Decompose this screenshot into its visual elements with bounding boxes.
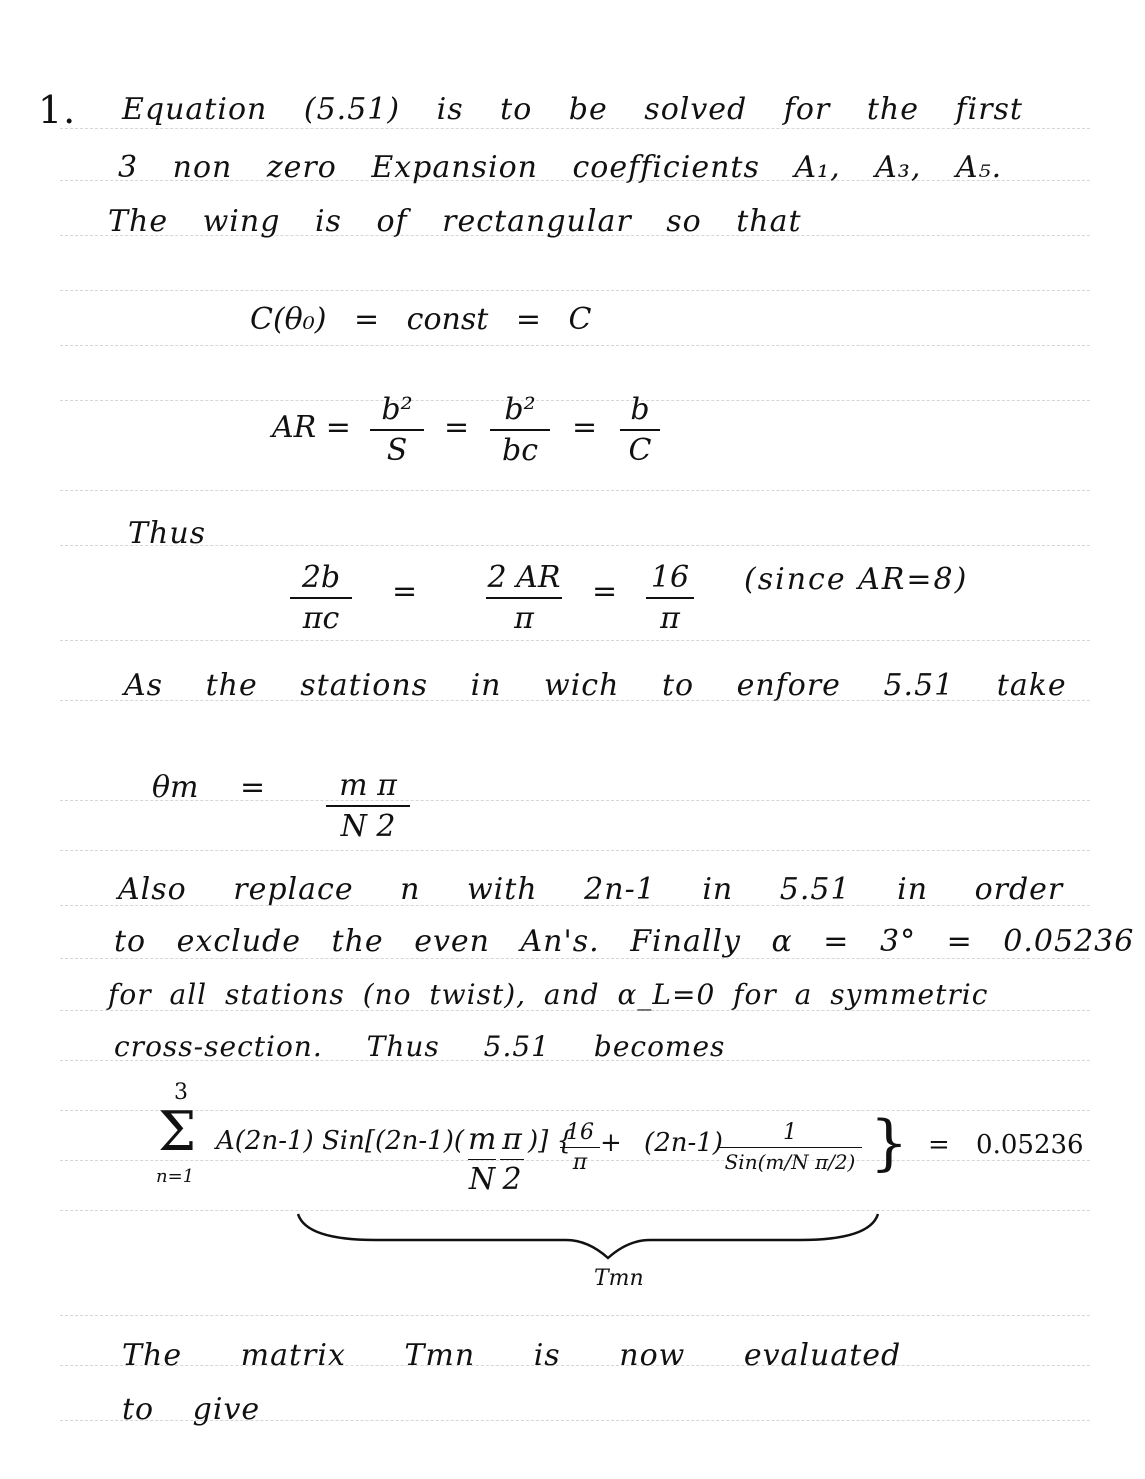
fraction-bar [500,1159,524,1160]
numerator: 2b [301,560,341,595]
fraction [718,1120,862,1174]
denominator: 2 [502,1162,522,1197]
denominator: N [468,1162,496,1197]
guide-line [60,128,1090,129]
numerator: 2 AR [487,560,561,595]
guide-line [60,290,1090,291]
theta-m-label: θm = [152,770,266,805]
paragraph-line: Also replace n with 2n-1 in 5.51 in order [118,872,1064,907]
sigma-symbol: Σ [158,1100,197,1163]
equals-sign: = [592,574,618,609]
sum-term: } [870,1108,909,1178]
fraction-bar [326,805,410,807]
guide-line [60,490,1090,491]
denominator: bc [501,433,538,468]
denominator: S [386,433,408,468]
guide-line [60,640,1090,641]
fraction [620,392,660,468]
sum-lower-limit: n=1 [156,1166,195,1187]
fraction-bar [560,1147,600,1148]
aspect-ratio-label: AR = [272,410,351,445]
denominator: π [572,1150,588,1175]
paragraph-line: 3 non zero Expansion coefficients A₁, A₃, A₅. [118,150,1003,185]
paragraph-line: cross-section. Thus 5.51 becomes [114,1030,726,1063]
numerator: b² [504,392,536,427]
sum-term: )] { [528,1126,574,1156]
paragraph-line: As the stations in wich to enfore 5.51 take [124,668,1067,703]
denominator: N 2 [340,809,396,844]
denominator: πc [302,601,340,636]
guide-line [60,1110,1090,1111]
fraction [646,560,694,636]
tmn-label: Tmn [594,1266,644,1291]
problem-number: 1. [38,88,77,132]
fraction-bar [718,1147,862,1148]
paragraph-line: to give [122,1392,261,1427]
underbrace-icon [296,1210,880,1260]
guide-line [60,400,1090,401]
fraction-bar [290,597,352,599]
sum-rhs: = 0.05236 [928,1130,1084,1160]
numerator: b² [381,392,413,427]
fraction-bar [486,597,562,599]
chord-equation: C(θ₀) = const = C [250,302,592,337]
guide-line [60,345,1090,346]
paragraph-line: Equation (5.51) is to be solved for the first [122,92,1023,127]
equals-sign: = [572,410,598,445]
numerator: m π [339,768,397,803]
fraction [500,1122,524,1197]
fraction [490,392,550,468]
denominator: π [514,601,534,636]
fraction [468,1122,496,1197]
fraction-bar [468,1159,496,1160]
sum-term: A(2n-1) Sin[(2n-1)( [216,1126,465,1156]
fraction [290,560,352,636]
numerator: 1 [783,1120,797,1145]
fraction-bar [620,429,660,431]
fraction-bar [370,429,424,431]
sum-upper-limit: 3 [174,1080,188,1105]
denominator: π [660,601,680,636]
guide-line [60,1315,1090,1316]
equals-sign: = [392,574,418,609]
since-note: (since AR=8) [744,562,969,597]
paragraph-line: The wing is of rectangular so that [108,204,802,239]
fraction [560,1120,600,1175]
equals-sign: = [444,410,470,445]
thus-label: Thus [128,516,207,551]
fraction [370,392,424,468]
fraction-bar [490,429,550,431]
numerator: 16 [650,560,690,595]
numerator: π [502,1122,522,1157]
fraction-bar [646,597,694,599]
sum-term: + (2n-1) [600,1128,723,1158]
paragraph-line: The matrix Tmn is now evaluated [122,1338,902,1373]
guide-line [60,545,1090,546]
numerator: 16 [566,1120,594,1145]
numerator: m [468,1122,497,1157]
paragraph-line: for all stations (no twist), and α_L=0 for a symmetric [108,978,989,1011]
denominator: Sin(m/N π/2) [724,1150,856,1174]
paragraph-line: to exclude the even An's. Finally α = 3° = 0.05236 [114,924,1135,959]
guide-line [60,850,1090,851]
numerator: b [630,392,650,427]
fraction [326,768,410,844]
denominator: C [628,433,652,468]
fraction [486,560,562,636]
